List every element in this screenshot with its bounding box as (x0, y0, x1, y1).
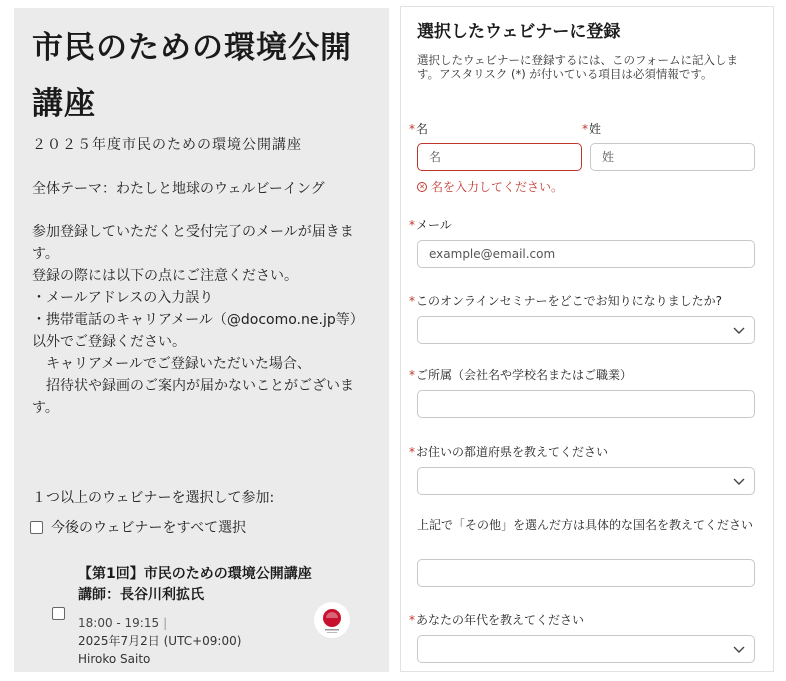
notice-line: ・メールアドレスの入力誤り (32, 290, 214, 306)
last-name-label: *姓 (582, 122, 602, 136)
source-label: *このオンラインセミナーをどこでお知りになりましたか? (409, 294, 723, 308)
age-label: *あなたの年代を教えてください (409, 613, 585, 627)
error-icon: ✕ (417, 182, 427, 192)
webinar-title: 【第1回】市民のための環境公開講座 講師：長谷川利拡氏 (78, 566, 326, 603)
prefecture-label: *お住いの都道府県を教えてください (409, 445, 609, 459)
email-input[interactable]: example@email.com (417, 240, 755, 268)
webinar-time-separator: | (163, 616, 168, 630)
affiliation-input[interactable] (417, 390, 755, 418)
age-select[interactable] (417, 635, 755, 663)
registration-notice (32, 221, 377, 419)
required-mark: * (409, 122, 415, 136)
webinar-time (78, 614, 167, 632)
webinar-checkbox[interactable] (52, 607, 65, 620)
select-all-webinars[interactable] (30, 517, 246, 537)
other-country-label: 上記で「その他」を選んだ方は具体的な国名を教えてください (417, 518, 754, 532)
organizer-logo-icon (314, 602, 350, 638)
required-mark: * (409, 294, 415, 308)
prefecture-select[interactable] (417, 467, 755, 495)
notice-line: キャリアメールでご登録いただいた場合、 (32, 356, 311, 372)
form-title: 選択したウェビナーに登録 (417, 22, 621, 42)
form-description: 選択したウェビナーに登録するには、このフォームに記入します。アスタリスク (*) が付いている項目は必須情報です。 (417, 53, 738, 81)
chevron-down-icon (733, 644, 745, 654)
webinar-date: 2025年7月2日 (UTC+09:00) (78, 634, 242, 648)
first-name-input[interactable]: 名 (417, 143, 582, 171)
notice-line: 登録の際には以下の点にご注意ください。 (32, 268, 298, 284)
required-mark: * (409, 218, 415, 232)
webinar-time-value: 18:00 - 19:15 (78, 616, 160, 630)
last-name-input[interactable]: 姓 (590, 143, 755, 171)
first-name-label: *名 (409, 122, 429, 136)
event-theme: 全体テーマ：わたしと地球のウェルビーイング (32, 181, 325, 197)
webinar-select-label: １つ以上のウェビナーを選択して参加: (32, 490, 275, 506)
source-select[interactable] (417, 316, 755, 344)
required-mark: * (409, 368, 415, 382)
notice-line: ・携帯電話のキャリアメール（@docomo.ne.jp等）以外でご登録ください。 (32, 312, 364, 350)
event-edition: ２０２５年度市民のための環境公開講座 (32, 137, 302, 153)
other-country-input[interactable] (417, 559, 755, 587)
first-name-error: ✕ 名を入力してください。 (417, 178, 563, 195)
email-label: *メール (409, 218, 452, 232)
event-info-panel (14, 8, 389, 672)
event-title: 市民のための環境公開講座 (32, 30, 352, 122)
affiliation-label: *ご所属（会社名や学校名またはご職業） (409, 368, 633, 382)
notice-line: 参加登録していただくと受付完了のメールが届きます。 (32, 224, 354, 262)
required-mark: * (409, 445, 415, 459)
webinar-host: Hiroko Saito (78, 652, 151, 666)
notice-line: 招待状や録画のご案内が届かないことがございます。 (32, 378, 354, 416)
select-all-label: 今後のウェビナーをすべて選択 (51, 520, 247, 536)
registration-form (400, 6, 774, 672)
select-all-checkbox[interactable] (30, 521, 43, 534)
chevron-down-icon (733, 476, 745, 486)
required-mark: * (582, 122, 588, 136)
required-mark: * (409, 613, 415, 627)
chevron-down-icon (733, 325, 745, 335)
